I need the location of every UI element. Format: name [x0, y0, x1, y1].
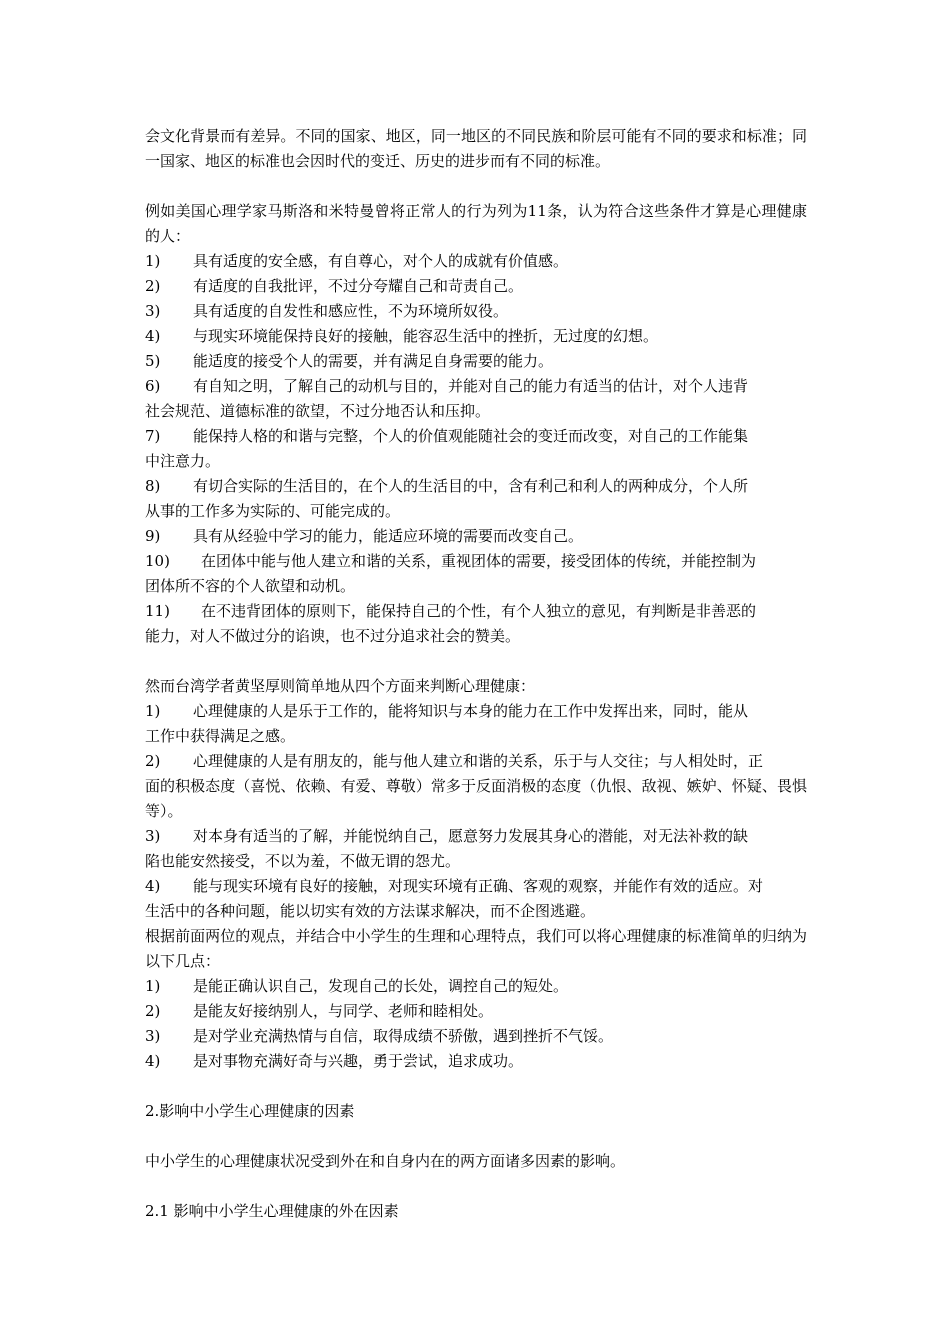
list-number: 4): [145, 877, 161, 895]
list-item: [145, 874, 807, 924]
list-number: 2): [145, 277, 161, 295]
list-text: 能适度的接受个人的需要，并有满足自身需要的能力。: [193, 352, 554, 370]
list-text-continuation: 从事的工作多为实际的、可能完成的。: [145, 502, 401, 520]
list-text-continuation: 面的积极态度（喜悦、依赖、有爱、尊敬）常多于反面消极的态度（仇恨、敌视、嫉妒、怀疑、畏惧等）。: [145, 777, 807, 820]
list-item: [145, 749, 807, 824]
list-text-continuation: 工作中获得满足之感。: [145, 727, 296, 745]
list-text-continuation: 社会规范、道德标准的欲望，不过分地否认和压抑。: [145, 402, 491, 420]
list-number: 6): [145, 377, 161, 395]
list-item: [145, 699, 807, 749]
huang-intro-paragraph: 然而台湾学者黄坚厚则简单地从四个方面来判断心理健康：: [145, 677, 536, 695]
document-body: [145, 124, 807, 1224]
list-text: 有适度的自我批评，不过分夸耀自己和苛责自己。: [193, 277, 524, 295]
list-number: 4): [145, 327, 161, 345]
list-item: [145, 424, 807, 474]
list-item: [145, 524, 807, 549]
list-text: 具有从经验中学习的能力，能适应环境的需要而改变自己。: [193, 527, 584, 545]
list-number: 8): [145, 477, 161, 495]
summary-criteria-list: [145, 974, 807, 1074]
list-number: 3): [145, 1027, 161, 1045]
list-item: [145, 299, 807, 324]
list-number: 1): [145, 702, 161, 720]
list-item: [145, 249, 807, 274]
list-text: 是能友好接纳别人，与同学、老师和睦相处。: [193, 1002, 494, 1020]
maslow-intro-paragraph: 例如美国心理学家马斯洛和米特曼曾将正常人的行为列为11条，认为符合这些条件才算是心理健康的人：: [145, 202, 807, 245]
list-text: 具有适度的安全感，有自尊心，对个人的成就有价值感。: [193, 252, 569, 270]
list-text: 有切合实际的生活目的，在个人的生活目的中，含有利己和利人的两种成分，个人所: [193, 477, 749, 495]
list-text: 对本身有适当的了解，并能悦纳自己，愿意努力发展其身心的潜能，对无法补救的缺: [193, 827, 749, 845]
list-text-continuation: 陷也能安然接受，不以为羞，不做无谓的怨尤。: [145, 852, 461, 870]
list-number: 1): [145, 977, 161, 995]
list-text: 在不违背团体的原则下，能保持自己的个性，有个人独立的意见，有判断是非善恶的: [201, 602, 757, 620]
section-heading-2: 2.影响中小学生心理健康的因素: [145, 1102, 355, 1120]
list-text: 在团体中能与他人建立和谐的关系，重视团体的需要，接受团体的传统，并能控制为: [201, 552, 757, 570]
list-text: 有自知之明，了解自己的动机与目的，并能对自己的能力有适当的估计，对个人违背: [193, 377, 749, 395]
section-heading-2-1: 2.1 影响中小学生心理健康的外在因素: [145, 1202, 399, 1220]
list-text-continuation: 中注意力。: [145, 452, 221, 470]
huang-criteria-list: [145, 699, 807, 924]
list-text-continuation: 团体所不容的个人欲望和动机。: [145, 577, 356, 595]
list-item: [145, 599, 807, 649]
list-number: 3): [145, 302, 161, 320]
list-text: 能保持人格的和谐与完整，个人的价值观能随社会的变迁而改变，对自己的工作能集: [193, 427, 749, 445]
list-number: 10): [145, 552, 170, 570]
list-text: 能与现实环境有良好的接触，对现实环境有正确、客观的观察，并能作有效的适应。对: [193, 877, 764, 895]
section-2-paragraph: 中小学生的心理健康状况受到外在和自身内在的两方面诸多因素的影响。: [145, 1152, 626, 1170]
list-item: [145, 374, 807, 424]
list-item: [145, 474, 807, 524]
list-number: 5): [145, 352, 161, 370]
list-text: 是对学业充满热情与自信，取得成绩不骄傲，遇到挫折不气馁。: [193, 1027, 614, 1045]
list-text: 是对事物充满好奇与兴趣，勇于尝试，追求成功。: [193, 1052, 524, 1070]
intro-paragraph: 会文化背景而有差异。不同的国家、地区，同一地区的不同民族和阶层可能有不同的要求和标准；同一国家、地区的标准也会因时代的变迁、历史的进步而有不同的标准。: [145, 127, 807, 170]
list-text: 与现实环境能保持良好的接触，能容忍生活中的挫折，无过度的幻想。: [193, 327, 659, 345]
list-text: 具有适度的自发性和感应性，不为环境所奴役。: [193, 302, 509, 320]
list-number: 2): [145, 752, 161, 770]
list-text: 是能正确认识自己，发现自己的长处，调控自己的短处。: [193, 977, 569, 995]
list-number: 9): [145, 527, 161, 545]
list-text-continuation: 生活中的各种问题，能以切实有效的方法谋求解决，而不企图逃避。: [145, 902, 596, 920]
list-number: 4): [145, 1052, 161, 1070]
list-number: 11): [145, 602, 170, 620]
list-item: [145, 824, 807, 874]
list-text: 心理健康的人是有朋友的，能与他人建立和谐的关系，乐于与人交往；与人相处时，正: [193, 752, 764, 770]
list-item: [145, 324, 807, 349]
list-number: 2): [145, 1002, 161, 1020]
list-item: [145, 274, 807, 299]
list-text-continuation: 能力，对人不做过分的谄谀，也不过分追求社会的赞美。: [145, 627, 521, 645]
list-item: [145, 1024, 807, 1049]
list-item: [145, 549, 807, 599]
maslow-criteria-list: [145, 249, 807, 649]
list-item: [145, 349, 807, 374]
list-item: [145, 974, 807, 999]
list-number: 1): [145, 252, 161, 270]
list-number: 3): [145, 827, 161, 845]
summary-intro-paragraph: 根据前面两位的观点，并结合中小学生的生理和心理特点，我们可以将心理健康的标准简单的归纳为以下几点：: [145, 927, 807, 970]
list-item: [145, 999, 807, 1024]
list-item: [145, 1049, 807, 1074]
list-number: 7): [145, 427, 161, 445]
list-text: 心理健康的人是乐于工作的，能将知识与本身的能力在工作中发挥出来，同时，能从: [193, 702, 749, 720]
